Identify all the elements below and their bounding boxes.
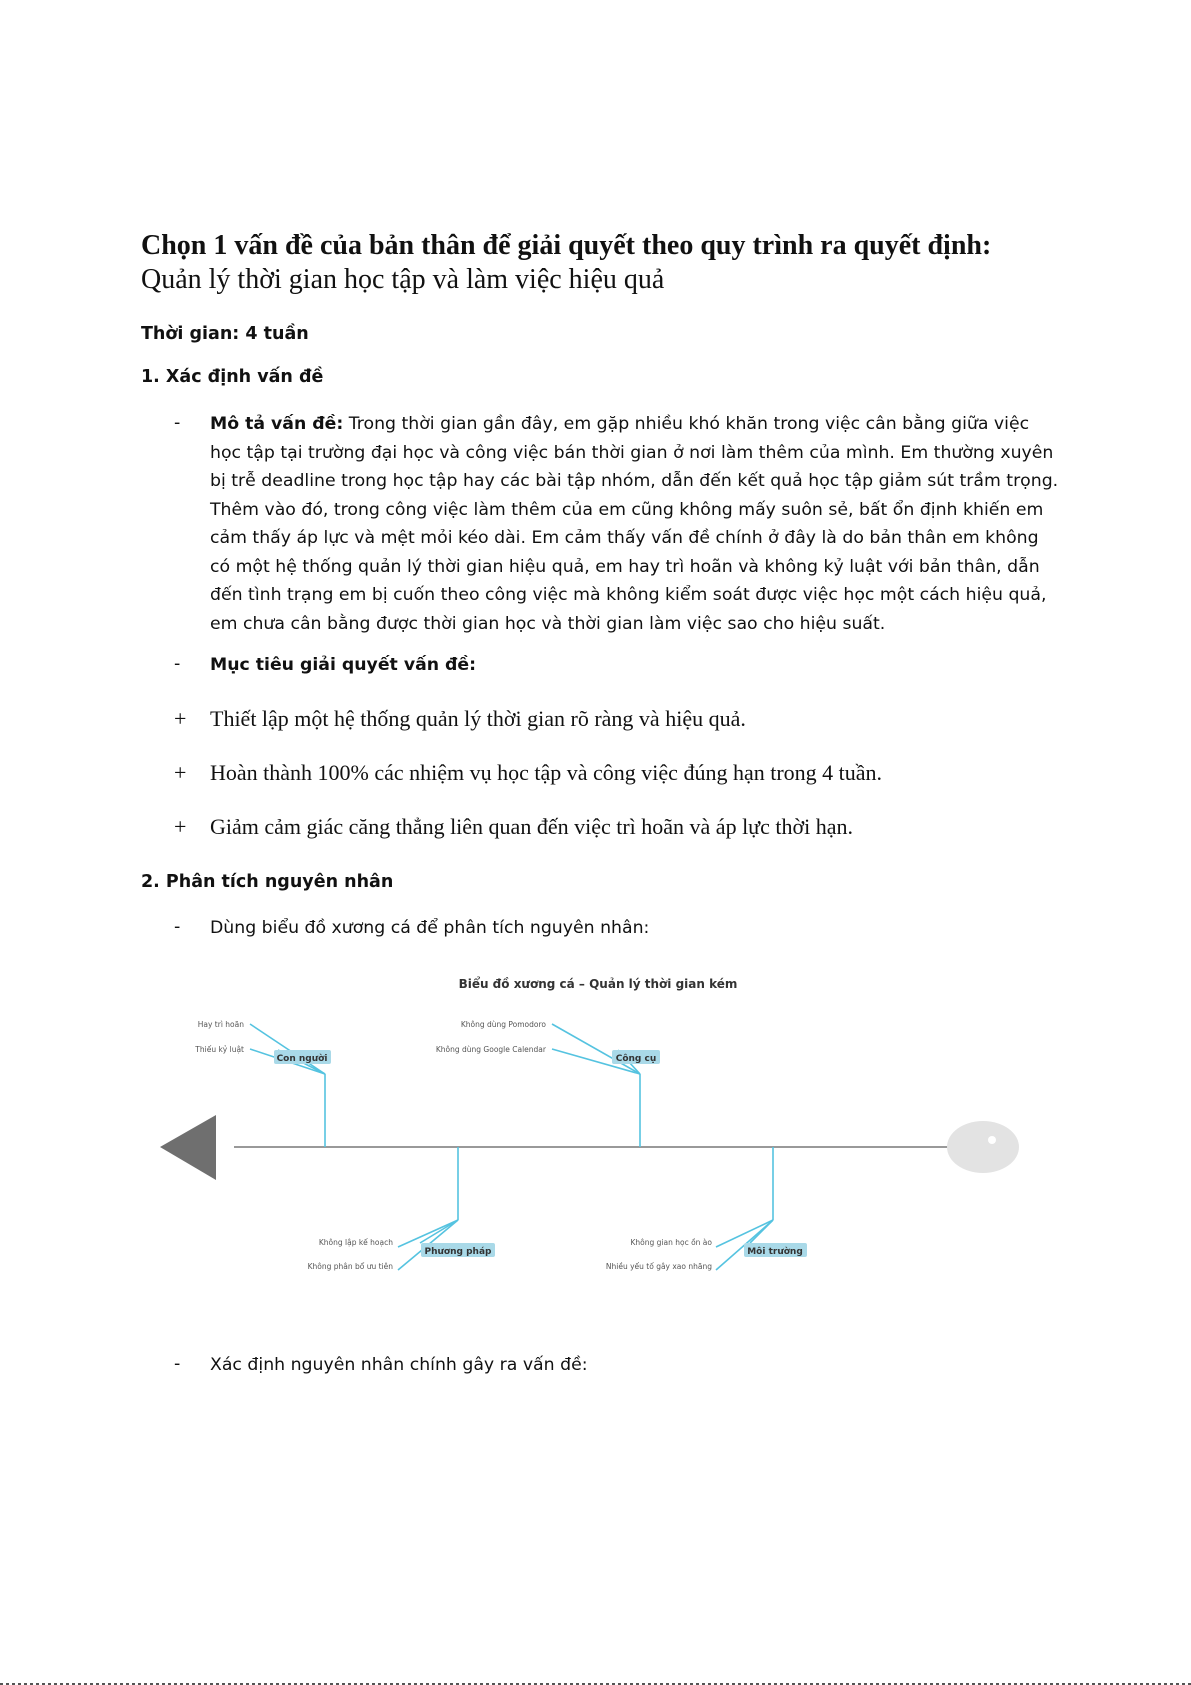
problem-description-text: Trong thời gian gần đây, em gặp nhiều khó khăn trong việc cân bằng giữa việc học tập tại trường đại học và công việc bán thời gian ở nơi làm thêm của mình. Em thường xuyên bị trễ deadline trong học tập hay các bài tập nhóm, dẫn đến kết quả học tập giảm sút trầm trọng. Thêm vào đó, trong công việc làm thêm của em cũng không mấy suôn sẻ, bất ổn định khiến em cảm thấy áp lực và mệt mỏi kéo dài. Em cảm thấy vấn đề chính ở đây là do bản thân em không có một hệ thống quản lý thời gian hiệu quả, em hay trì hoãn và không kỷ luật với bản thân, dẫn đến tình trạng em bị cuốn theo công việc mà không kiểm soát được việc học một cách hiệu quả, em chưa cân bằng được thời gian học và thời gian làm việc sao cho hiệu suất. [210, 414, 1059, 634]
dash-bullet: - [174, 413, 181, 433]
cause-line [250, 1024, 325, 1074]
problem-description-label: Mô tả vấn đề: [210, 414, 344, 434]
cause-text: Không phân bổ ưu tiên [307, 1262, 393, 1271]
dash-bullet: - [174, 654, 181, 674]
category-label: Công cụ [615, 1054, 657, 1064]
fishbone-diagram [150, 960, 1030, 1285]
cause-text: Thiếu kỷ luật [195, 1045, 244, 1054]
goal-item: Giảm cảm giác căng thẳng liên quan đến việc trì hoãn và áp lực thời hạn. [210, 814, 853, 839]
cause-text: Không dùng Google Calendar [435, 1045, 546, 1054]
dash-bullet: - [174, 1354, 181, 1374]
dash-bullet: - [174, 917, 181, 937]
cause-line [552, 1024, 640, 1074]
document-heading [141, 229, 1051, 297]
cause-line [716, 1220, 773, 1247]
fish-eye [988, 1136, 996, 1144]
cause-text: Không dùng Pomodoro [460, 1020, 546, 1029]
cause-text: Nhiều yếu tố gây xao nhãng [605, 1262, 712, 1271]
category-label: Phương pháp [424, 1247, 492, 1257]
goal-item: Thiết lập một hệ thống quản lý thời gian rõ ràng và hiệu quả. [210, 706, 746, 731]
category-label: Môi trường [747, 1247, 803, 1257]
heading-topic: Quản lý thời gian học tập và làm việc hiệu quả [141, 264, 665, 295]
cause-text: Không lập kế hoạch [318, 1238, 393, 1247]
main-cause-label: Xác định nguyên nhân chính gây ra vấn đề: [210, 1355, 588, 1375]
plus-bullet: + [174, 706, 187, 731]
category-label: Con người [276, 1054, 328, 1064]
plus-bullet: + [174, 814, 187, 839]
fishbone-intro: Dùng biểu đồ xương cá để phân tích nguyên nhân: [210, 918, 650, 938]
goal-item: Hoàn thành 100% các nhiệm vụ học tập và công việc đúng hạn trong 4 tuần. [210, 760, 883, 785]
cause-text: Không gian học ồn ào [630, 1238, 712, 1247]
goals-label: Mục tiêu giải quyết vấn đề: [210, 655, 477, 675]
heading-bold: Chọn 1 vấn đề của bản thân để giải quyết theo quy trình ra quyết định: [141, 230, 992, 261]
cause-line [420, 1220, 458, 1243]
diagram-title: Biểu đồ xương cá – Quản lý thời gian kém [458, 977, 738, 991]
problem-description [210, 410, 1060, 638]
fish-tail-shape [160, 1115, 216, 1180]
cause-text: Hay trì hoãn [197, 1020, 244, 1029]
section-2-title: 2. Phân tích nguyên nhân [141, 872, 394, 892]
cause-line [750, 1220, 773, 1243]
duration-line: Thời gian: 4 tuần [141, 324, 309, 344]
cause-line [398, 1220, 458, 1247]
plus-bullet: + [174, 760, 187, 785]
section-1-title: 1. Xác định vấn đề [141, 367, 324, 387]
fish-head-shape [947, 1121, 1019, 1173]
